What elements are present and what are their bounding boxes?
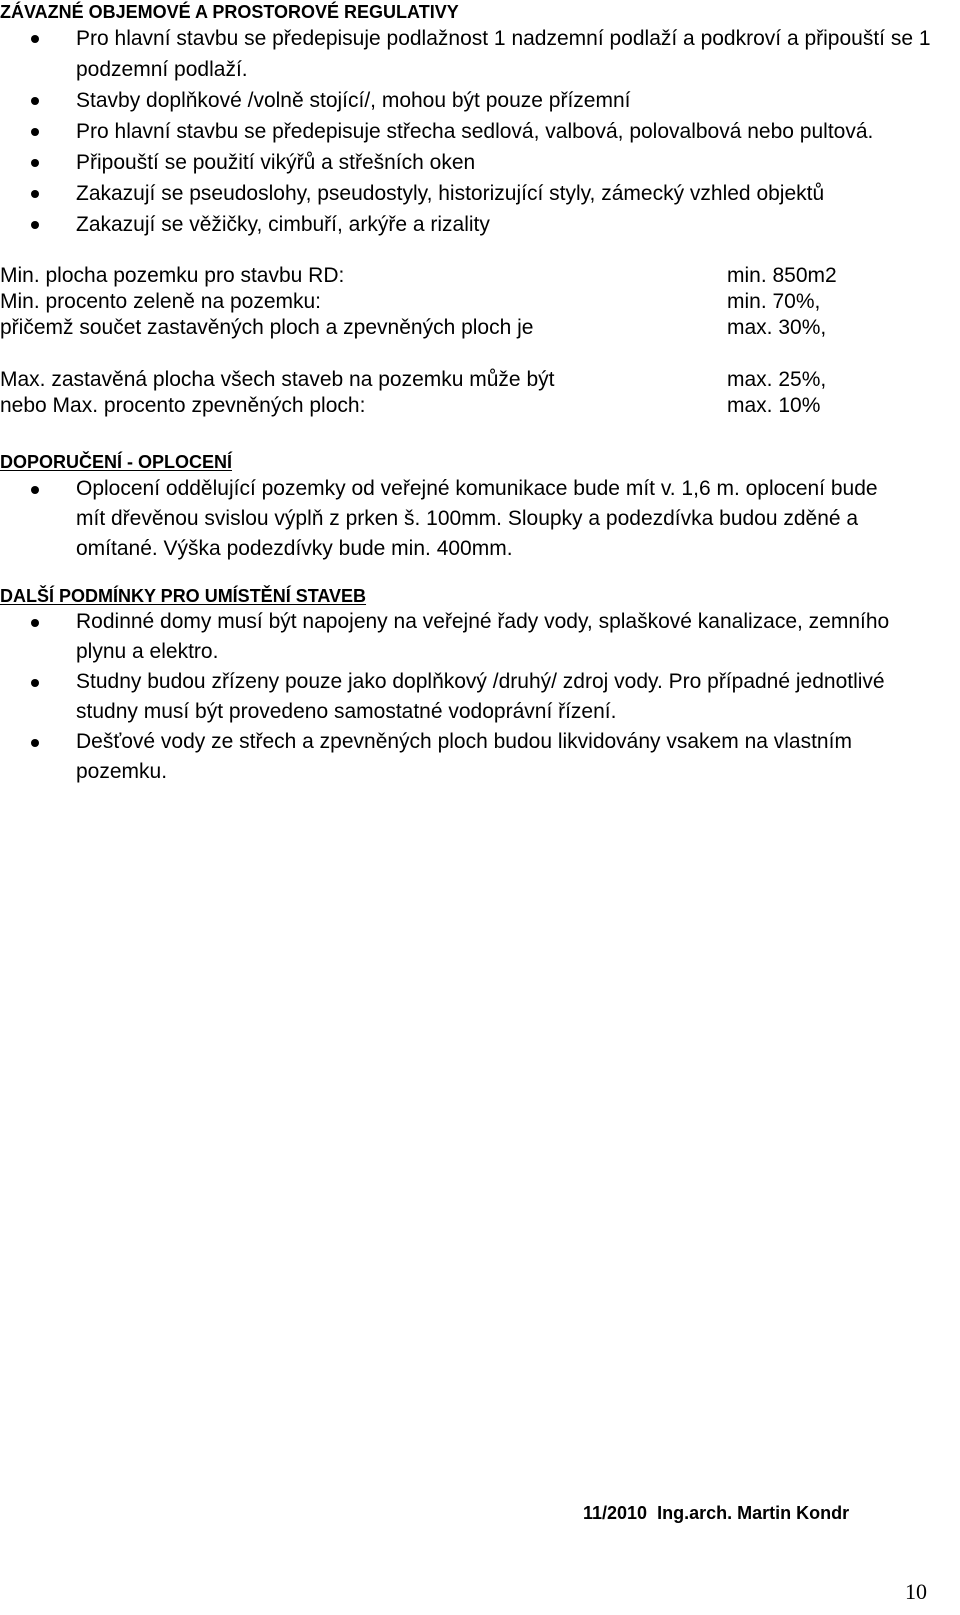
fencing-list xyxy=(0,474,900,564)
limit-label: Max. zastavěná plocha všech staveb na pozemku může být xyxy=(0,368,555,391)
limit-label: Min. plocha pozemku pro stavbu RD: xyxy=(0,264,345,287)
conditions-list xyxy=(0,607,900,787)
limit-value: max. 30%, xyxy=(727,316,827,339)
list-item xyxy=(0,474,900,564)
list-item-text: Připouští se použití vikýřů a střešních oken xyxy=(76,151,476,174)
bullet-icon xyxy=(31,619,39,627)
list-item xyxy=(0,607,900,667)
bullet-icon xyxy=(31,221,39,229)
list-item-text: Oplocení oddělující pozemky od veřejné komunikace bude mít v. 1,6 m. oplocení bude mít dřevěnou svislou výplň z prken š. 100mm. Sloupky a podezdívka budou zděné a omítané. Výška podezdívky bude min. 400mm. xyxy=(76,477,878,560)
limit-label: Min. procento zeleně na pozemku: xyxy=(0,290,322,313)
list-item xyxy=(0,209,935,240)
regulations-list xyxy=(0,23,935,240)
list-item-text: Stavby doplňkové /volně stojící/, mohou být pouze přízemní xyxy=(76,89,631,112)
bullet-icon xyxy=(31,97,39,105)
list-item xyxy=(0,667,900,727)
regulations-heading: ZÁVAZNÉ OBJEMOVÉ A PROSTOROVÉ REGULATIVY xyxy=(0,2,459,22)
limit-row xyxy=(0,263,900,289)
list-item xyxy=(0,178,935,209)
page-number: 10 xyxy=(905,1579,927,1604)
bullet-icon xyxy=(31,486,39,494)
list-item-text: Pro hlavní stavbu se předepisuje podlažnost 1 nadzemní podlaží a podkroví a připouští se 1 podzemní podlaží. xyxy=(76,27,931,81)
list-item xyxy=(0,85,935,116)
bullet-icon xyxy=(31,128,39,136)
list-item-text: Rodinné domy musí být napojeny na veřejné řady vody, splaškové kanalizace, zemního plynu a elektro. xyxy=(76,610,890,663)
list-item-text: Studny budou zřízeny pouze jako doplňkový /druhý/ zdroj vody. Pro případné jednotlivé studny musí být provedeno samostatné vodoprávní řízení. xyxy=(76,670,885,723)
list-item xyxy=(0,147,935,178)
bullet-icon xyxy=(31,159,39,167)
list-item-text: Zakazují se pseudoslohy, pseudostyly, historizující styly, zámecký vzhled objektů xyxy=(76,182,825,205)
limit-value: min. 850m2 xyxy=(727,264,837,287)
limit-value: max. 10% xyxy=(727,394,821,417)
limit-value: max. 25%, xyxy=(727,368,827,391)
bullet-icon xyxy=(31,679,39,687)
limit-row xyxy=(0,315,900,341)
bullet-icon xyxy=(31,739,39,747)
list-item xyxy=(0,727,900,787)
limit-row xyxy=(0,393,900,419)
limit-label: nebo Max. procento zpevněných ploch: xyxy=(0,394,366,417)
bullet-icon xyxy=(31,35,39,43)
limit-row xyxy=(0,289,900,315)
limit-row xyxy=(0,367,900,393)
list-item-text: Zakazují se věžičky, cimbuří, arkýře a rizality xyxy=(76,213,490,236)
conditions-heading: DALŠÍ PODMÍNKY PRO UMÍSTĚNÍ STAVEB xyxy=(0,586,367,606)
footer-author: 11/2010 Ing.arch. Martin Kondr xyxy=(583,1503,850,1523)
list-item xyxy=(0,116,935,147)
list-item-text: Dešťové vody ze střech a zpevněných ploch budou likvidovány vsakem na vlastním pozemku. xyxy=(76,730,852,783)
list-item xyxy=(0,23,935,85)
limit-value: min. 70%, xyxy=(727,290,821,313)
limit-label: přičemž součet zastavěných ploch a zpevněných ploch je xyxy=(0,316,534,339)
bullet-icon xyxy=(31,190,39,198)
list-item-text: Pro hlavní stavbu se předepisuje střecha sedlová, valbová, polovalbová nebo pultová. xyxy=(76,120,874,143)
fencing-heading: DOPORUČENÍ - OPLOCENÍ xyxy=(0,452,233,472)
